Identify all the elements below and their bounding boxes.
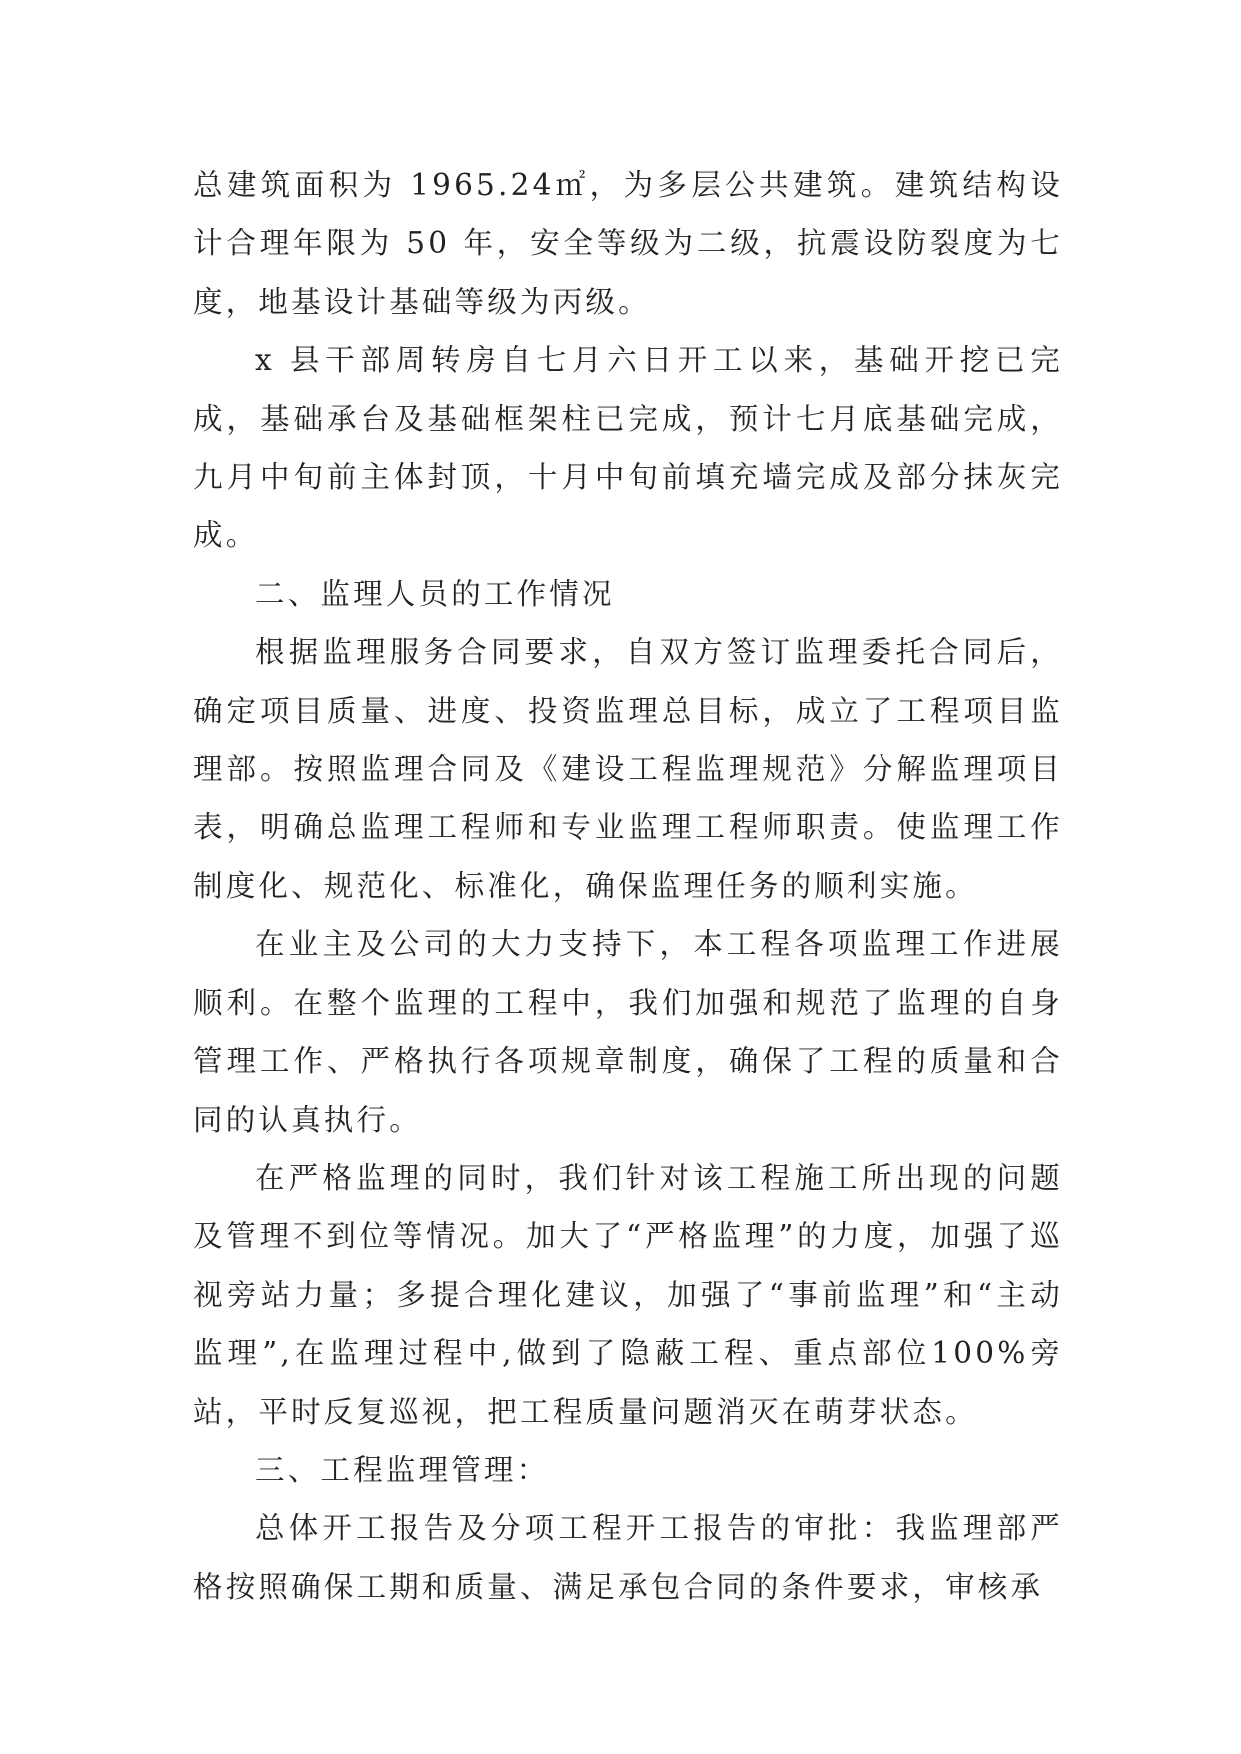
paragraph-strict-supervision: 在严格监理的同时，我们针对该工程施工所出现的问题及管理不到位等情况。加大了“严格监理”的力度，加强了巡视旁站力量；多提合理化建议，加强了“事前监理”和“主动监理”,在监理过程中,做到了隐蔽工程、重点部位100%旁站，平时反复巡视，把工程质量问题消灭在萌芽状态。: [193, 1160, 1063, 1429]
paragraph-building-area: 总建筑面积为 1965.24㎡，为多层公共建筑。建筑结构设计合理年限为 50 年，安全等级为二级，抗震设防裂度为七度，地基设计基础等级为丙级。: [193, 168, 1063, 319]
paragraph-contract-requirements: 根据监理服务合同要求，自双方签订监理委托合同后，确定项目质量、进度、投资监理总目标，成立了工程项目监理部。按照监理合同及《建设工程监理规范》分解监理项目表，明确总监理工程师和专业监理工程师职责。使监理工作制度化、规范化、标准化，确保监理任务的顺利实施。: [193, 635, 1063, 903]
paragraph-company-support: 在业主及公司的大力支持下，本工程各项监理工作进展顺利。在整个监理的工程中，我们加强和规范了监理的自身管理工作、严格执行各项规章制度，确保了工程的质量和合同的认真执行。: [193, 927, 1063, 1137]
section-heading-supervisors-work: 二、监理人员的工作情况: [255, 576, 615, 611]
paragraph-start-report-approval: 总体开工报告及分项工程开工报告的审批：我监理部严格按照确保工期和质量、满足承包合同的条件要求，审核承: [193, 1511, 1063, 1604]
paragraph-construction-progress: x 县干部周转房自七月六日开工以来，基础开挖已完成，基础承台及基础框架柱已完成，预计七月底基础完成，九月中旬前主体封顶，十月中旬前填充墙完成及部分抹灰完成。: [193, 343, 1063, 553]
section-heading-supervision-management: 三、工程监理管理：: [255, 1452, 550, 1487]
document-body: [193, 156, 1063, 1616]
